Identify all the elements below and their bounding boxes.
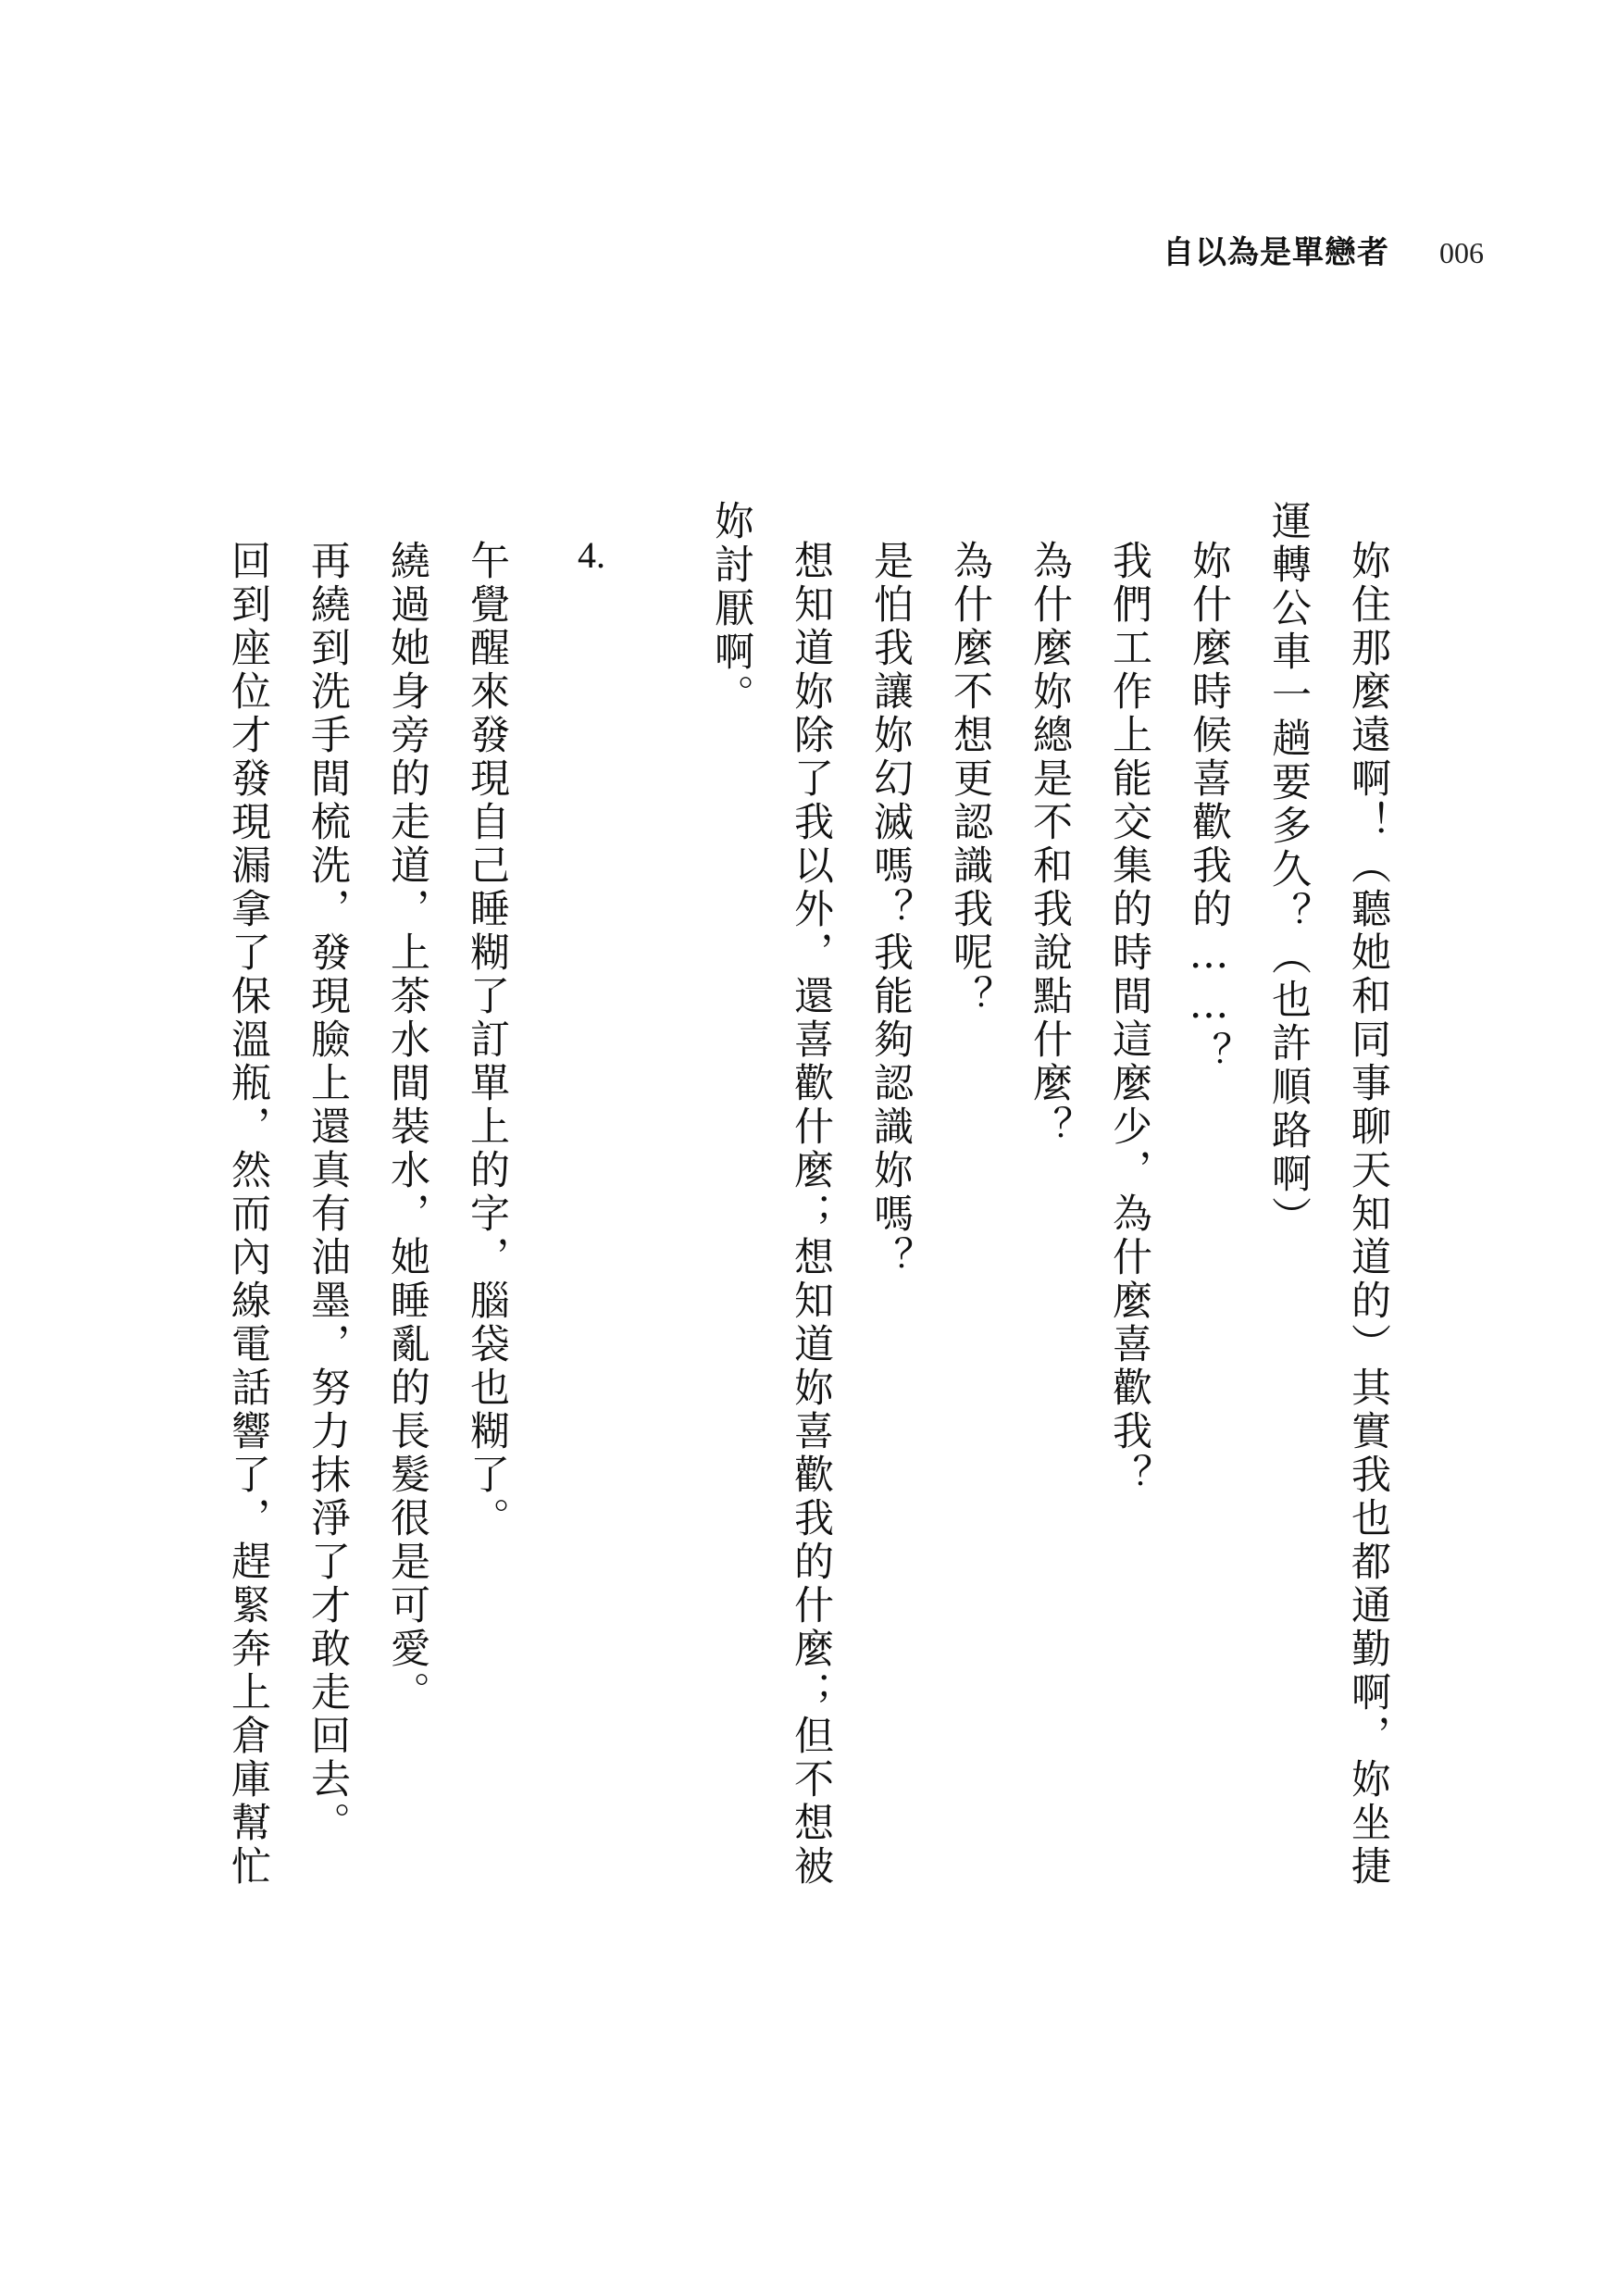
text-column: 是怕我讓妳幻滅嗎？我能夠認識妳嗎？ [867,540,914,1279]
section-number: 4. [578,534,605,576]
text-column: 妳什麼時候喜歡我的……？ [1186,540,1232,1075]
text-column: 為什麼不想更認識我呢？ [947,540,993,1018]
text-column: 為什麼妳總是不和我說點什麼？ [1027,540,1073,1149]
text-column: 再繞到洗手間梳洗，發現臉上還真有油墨，努力抹淨了才敢走回去。 [305,540,351,1845]
running-head [1163,227,1484,282]
text-column: 運轉公車一趟要多久？（也許順路啊） [1265,500,1312,1240]
text-column: 妳住那麼遠啊！（聽她和同事聊天知道的）其實我也都通勤啊，妳坐捷 [1345,540,1391,1889]
text-column: 想知道妳除了我以外，還喜歡什麼；想知道妳喜歡我的什麼；但不想被 [788,540,834,1889]
text-column: 繞過她身旁的走道，上茶水間裝水，她睡亂的長髮很是可愛。 [384,540,430,1715]
text-column: 我們工作上能交集的時間這麼少，為什麼喜歡我？ [1106,540,1152,1497]
book-title: 自以為是單戀者 [1163,234,1389,271]
text-column: 午覺醒來發現自己睡糊了訂單上的字，腦袋也糊了。 [464,540,510,1541]
page-number: 006 [1439,236,1484,269]
text-column: 妳討厭啊。 [708,500,754,718]
text-column: 回到座位才發現漏拿了保溫瓶，然而內線電話響了，趕緊奔上倉庫幫忙 [225,540,271,1889]
